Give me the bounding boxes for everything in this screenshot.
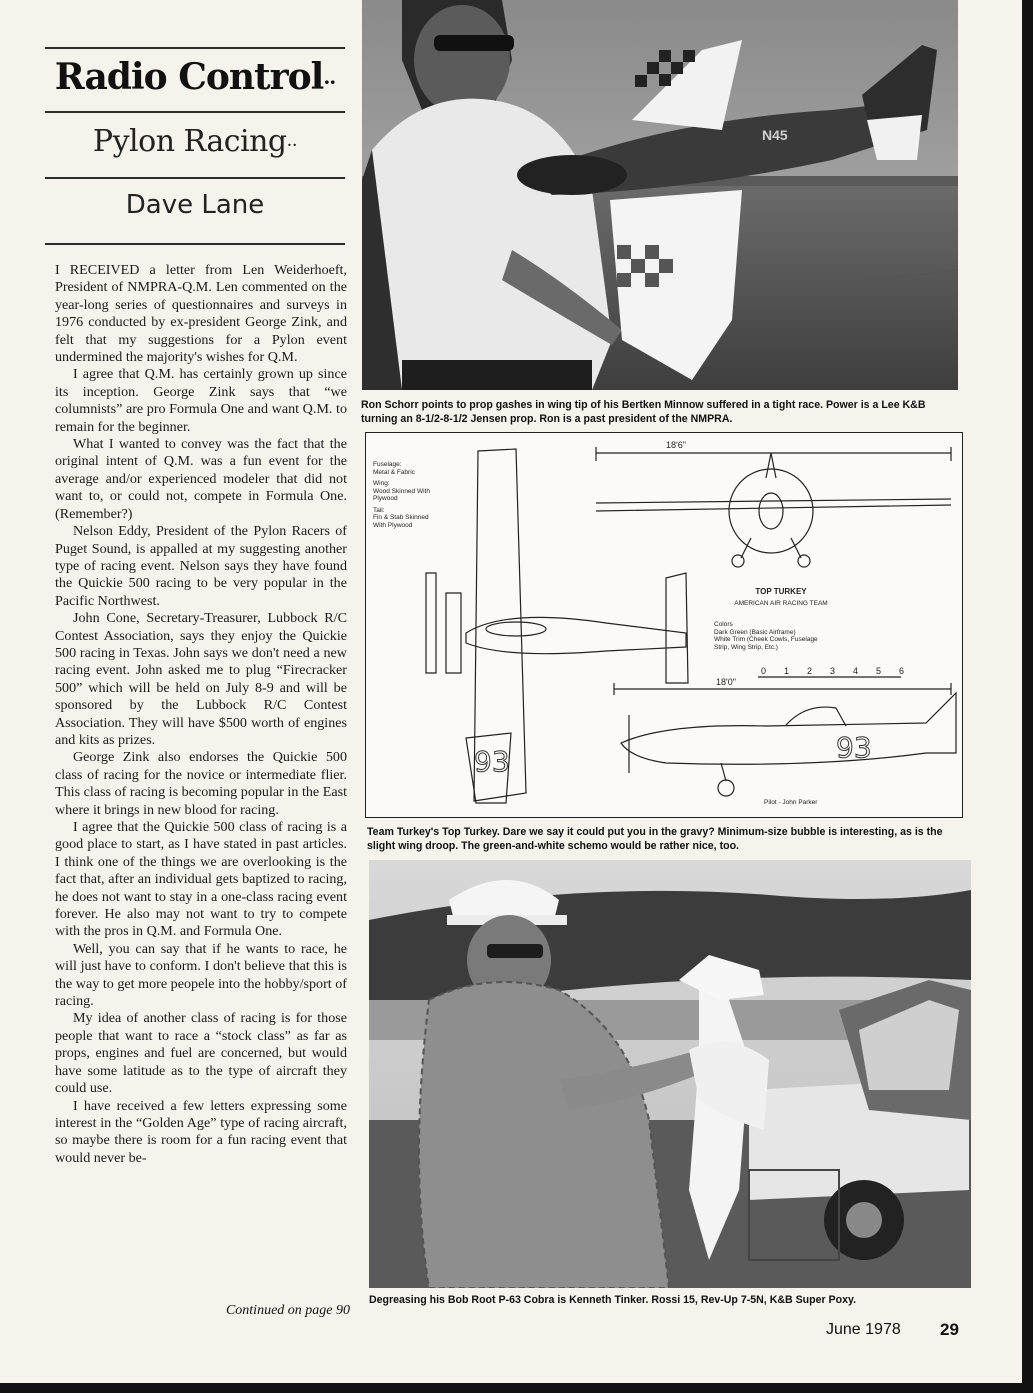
photo-kenneth-tinker-image [369, 860, 971, 1288]
photo-ron-schorr-image [362, 0, 958, 390]
scale-tick: 3 [830, 666, 836, 676]
paragraph: George Zink also endorses the Quickie 500 class of racing for the novice or intermediate flier. This class of racing is becoming popular in the East where it brings in new blood for racing. [55, 749, 347, 818]
paragraph: I agree that Q.M. has certainly grown up since its inception. George Zink says that “we columnists” are pro Formula One and want Q.M. to remain for the beginner. [55, 366, 347, 435]
article-body [55, 262, 347, 1167]
color-item: Dark Green (Basic Airframe) [714, 628, 796, 636]
photo-ron-schorr-caption: Ron Schorr points to prop gashes in wing tip of his Bertken Minnow suffered in a tight race. Power is a Lee K&B turning an 8-1/2-8-1/2 Jensen prop. Ron is a past president of the NMPRA. [361, 399, 926, 425]
author-byline: Dave Lane [125, 190, 265, 220]
photo-kenneth-tinker-caption: Degreasing his Bob Root P-63 Cobra is Kenneth Tinker. Rossi 15, Rev-Up 7-5N, K&B Super Poxy. [369, 1294, 857, 1306]
paragraph: I have received a few letters expressing some interest in the “Golden Age” type of racing aircraft, so maybe there is room for a fun racing event that would never be- [55, 1097, 347, 1166]
photo-ron-schorr [362, 0, 958, 390]
header-rule-3 [45, 177, 345, 179]
paragraph: What I wanted to convey was the fact that the original intent of Q.M. was a fun event for the average and/or experienced modeler that did not want to, or could not, compete in Formula One. (Remember?) [55, 436, 347, 522]
page-number: 29 [940, 1320, 959, 1339]
race-number-top: 93 [474, 745, 510, 778]
issue-date: June 1978 [826, 1321, 901, 1338]
length-dimension: 18'0" [716, 677, 736, 687]
subsection-title [45, 124, 345, 159]
tail-value: Fin & Stab Skinned With Plywood [373, 514, 429, 529]
scale-tick: 4 [853, 666, 859, 676]
pilot-credit: Pilot - John Parker [764, 799, 818, 806]
drawing-linework [366, 433, 962, 817]
race-number-side: 93 [836, 731, 872, 764]
materials-notes [373, 461, 433, 529]
subsection-mark: ·· [286, 135, 298, 156]
paragraph: Nelson Eddy, President of the Pylon Racers of Puget Sound, is appalled at my suggesting another type of racing event. Nelson says they have found the Quickie 500 racing to be very popular in the Pacific Northwest. [55, 523, 347, 609]
drawing-caption: Team Turkey's Top Turkey. Dare we say it could put you in the gravy? Minimum-size bubble is interesting, as is the slight wing droop. The green-and-white schemo would be rather nice, too. [367, 826, 943, 852]
section-mark: ·· [323, 70, 336, 94]
wing-value: Wood Skinned With Plywood [373, 487, 430, 502]
paragraph: I RECEIVED a letter from Len Weiderhoeft, President of NMPRA-Q.M. Len commented on the year-long series of questionnaires and surveys in 1976 conducted by ex-president George Zink, and felt that my suggestions for a Pylon event undermined the majority's wishes for Q.M. [55, 262, 347, 366]
wing-title: Wing: [373, 480, 390, 487]
section-title-text: Radio Control [54, 56, 324, 98]
header-rule-2 [45, 111, 345, 113]
colors-title: Colors [714, 621, 733, 628]
scale-tick: 0 [761, 666, 767, 676]
continued-note: Continued on page 90 [225, 1303, 350, 1318]
paragraph: Well, you can say that if he wants to race, he will just have to conform. I don't believe that this is the way to get more peopele into the hobby/sport of racing. [55, 940, 347, 1010]
tail-number: N45 [762, 127, 788, 143]
subsection-title-text: Pylon Racing [92, 124, 287, 159]
photo-kenneth-tinker [369, 860, 971, 1288]
scale-tick: 2 [807, 666, 813, 676]
paragraph: I agree that the Quickie 500 class of racing is a good place to start, as I have stated in past articles. I think one of the things we are overlooking is the fact that, after an individual gets baptized to racing, he does not want to stay in a one-class racing event forever. He also may not want to try to compete with the pros in Q.M. and Formula One. [55, 819, 347, 940]
tail-title: Tail: [373, 506, 385, 514]
header-rule-top [45, 47, 345, 49]
header-rule-bottom [45, 243, 345, 245]
aircraft-name-block [696, 588, 866, 607]
color-item: White Trim (Cheek Cowls, Fuselage Strip, Wing Strip, Etc.) [714, 636, 818, 651]
aircraft-name: TOP TURKEY [755, 587, 807, 596]
three-view-drawing [365, 432, 963, 818]
span-dimension: 18'6" [666, 440, 686, 450]
team-name: AMERICAN AIR RACING TEAM [734, 599, 828, 607]
colors-notes [714, 621, 834, 651]
fuselage-title: Fuselage: [373, 461, 402, 468]
paragraph: John Cone, Secretary-Treasurer, Lubbock R/C Contest Association, says they enjoy the Quickie 500 racing in Texas. John says we don't need a new racing event. John asked me to plug “Firecracker 500” which will be held on July 8-9 and will be sponsored by the Lubbock R/C Contest Association. They will have $500 worth of engines and kits as prizes. [55, 610, 347, 748]
scale-tick: 1 [784, 666, 790, 676]
section-title [45, 56, 345, 98]
paragraph: My idea of another class of racing is for those people that want to race a “stock class” as far as props, engines and fuel are concerned, but would have some latitude as to the type of aircraft they could use. [55, 1010, 347, 1097]
fuselage-value: Metal & Fabric [373, 468, 415, 476]
scale-tick: 5 [876, 666, 882, 676]
scale-tick: 6 [899, 666, 905, 676]
